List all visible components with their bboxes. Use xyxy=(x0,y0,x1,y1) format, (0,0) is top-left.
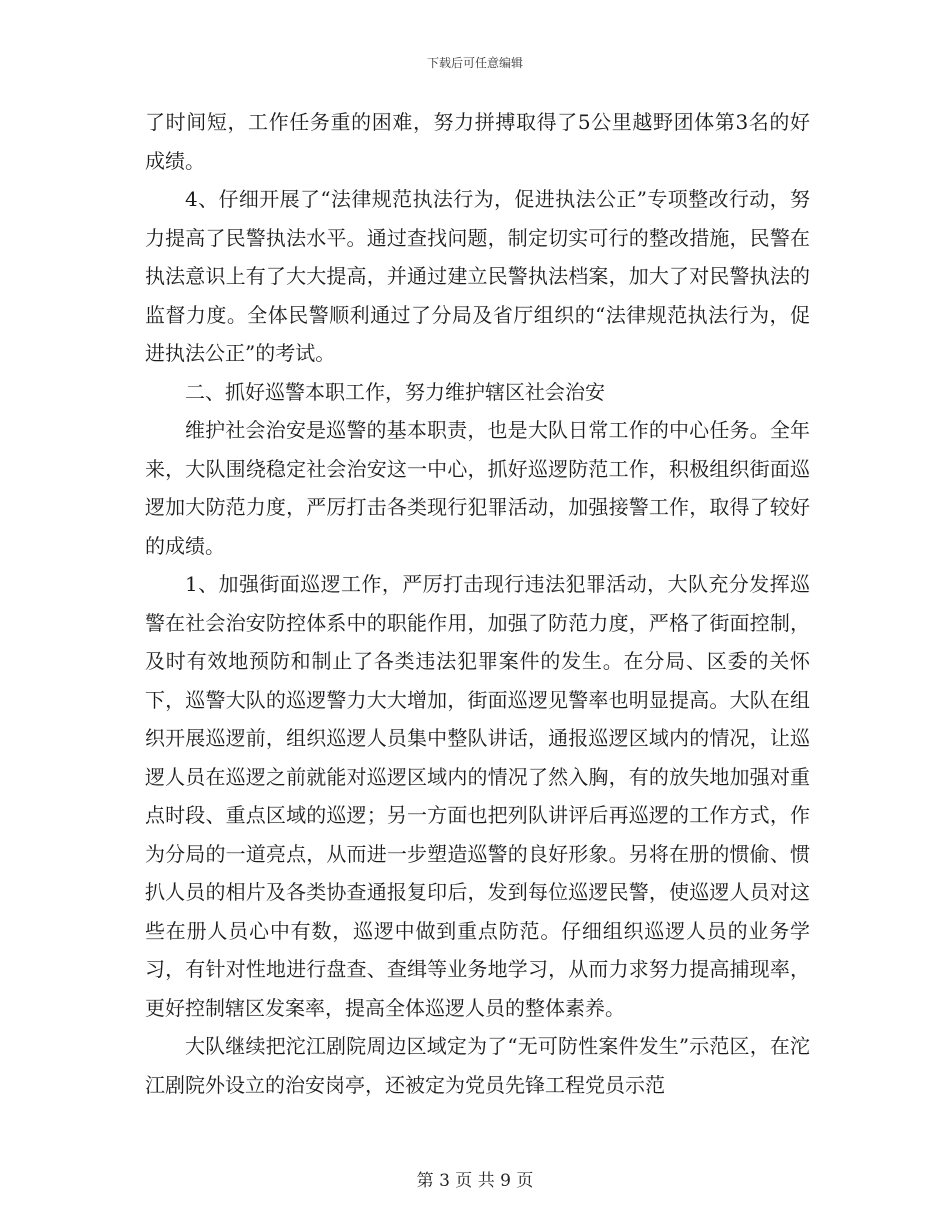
paragraph-item-4: 4、仔细开展了“法律规范执法行为，促进执法公正”专项整改行动，努力提高了民警执法水平。通过查找问题，制定切实可行的整改措施，民警在执法意识上有了大大提高，并通过建立民警执法档案，加大了对民警执法的监督力度。全体民警顺利通过了分局及省厅组织的“法律规范执法行为，促进执法公正”的考试。 xyxy=(145,187,810,365)
paragraph-continuation: 了时间短，工作任务重的困难，努力拼搏取得了5公里越野团体第3名的好成绩。 xyxy=(145,110,810,173)
page-header-note: 下载后可任意编辑 xyxy=(426,56,523,70)
paragraph-section-intro: 维护社会治安是巡警的基本职责，也是大队日常工作的中心任务。全年来，大队围绕稳定社会治安这一中心，抓好巡逻防范工作，积极组织街面巡逻加大防范力度，严厉打击各类现行犯罪活动，加强接警工作，取得了较好的成绩。 xyxy=(145,418,810,558)
paragraph-demo-zone: 大队继续把沱江剧院周边区域定为了“无可防性案件发生”示范区，在沱江剧院外设立的治安岗亭，还被定为党员先锋工程党员示范 xyxy=(145,1034,810,1097)
document-body xyxy=(145,103,810,1104)
page-number: 第 3 页 共 9 页 xyxy=(416,1171,534,1191)
section-heading-2: 二、抓好巡警本职工作，努力维护辖区社会治安 xyxy=(185,379,605,404)
paragraph-item-1: 1、加强街面巡逻工作，严厉打击现行违法犯罪活动，大队充分发挥巡警在社会治安防控体系中的职能作用，加强了防范力度，严格了街面控制，及时有效地预防和制止了各类违法犯罪案件的发生。在分局、区委的关怀下，巡警大队的巡逻警力大大增加，街面巡逻见警率也明显提高。大队在组织开展巡逻前，组织巡逻人员集中整队讲话，通报巡逻区域内的情况，让巡逻人员在巡逻之前就能对巡逻区域内的情况了然入胸，有的放失地加强对重点时段、重点区域的巡逻；另一方面也把列队讲评后再巡逻的工作方式，作为分局的一道亮点，从而进一步塑造巡警的良好形象。另将在册的惯偷、惯扒人员的相片及各类协查通报复印后，发到每位巡逻民警，使巡逻人员对这些在册人员心中有数，巡逻中做到重点防范。仔细组织巡逻人员的业务学习，有针对性地进行盘查、查缉等业务地学习，从而力求努力提高捕现率，更好控制辖区发案率，提高全体巡逻人员的整体素养。 xyxy=(145,572,810,1020)
